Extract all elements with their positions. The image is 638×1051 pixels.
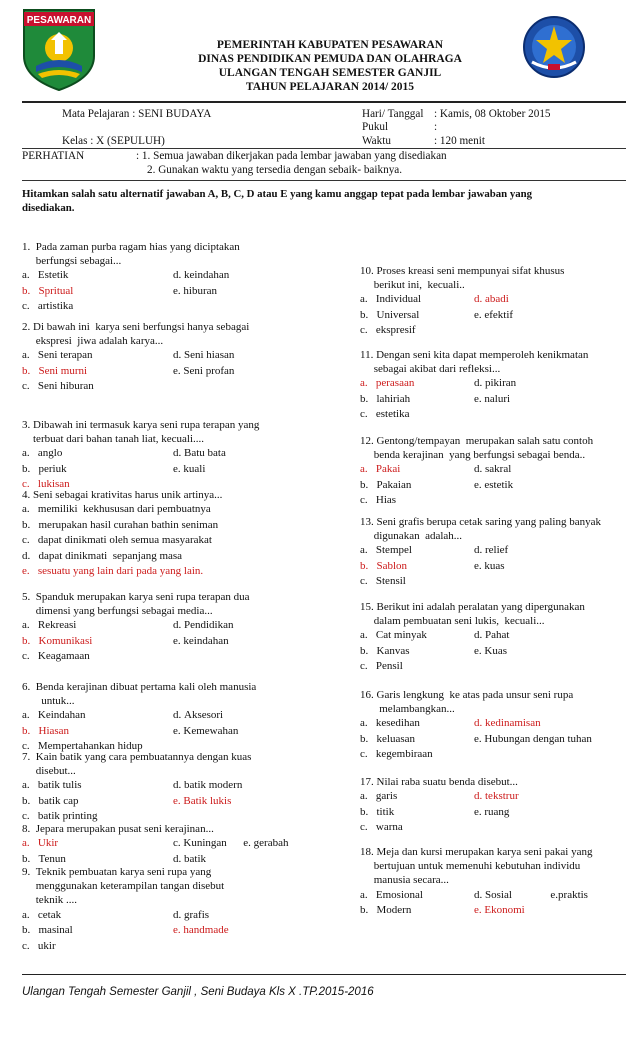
- option-right: d. batik modern: [173, 779, 243, 792]
- option-row: [360, 462, 593, 478]
- question-stem-line: 3. Dibawah ini termasuk karya seni rupa terapan yang: [22, 419, 260, 431]
- question-stem-line: berikut ini, kecuali..: [360, 279, 465, 292]
- option-right: d. keindahan: [173, 269, 230, 282]
- option-row: [360, 478, 593, 494]
- option-left: c. dapat dinikmati oleh semua masyarakat: [22, 534, 212, 547]
- option-row: [22, 364, 249, 380]
- header-line-2: DINAS PENDIDIKAN PEMUDA DAN OLAHRAGA: [198, 53, 462, 65]
- option-left: c. ukir: [22, 939, 56, 952]
- option-right: e. keindahan: [173, 634, 229, 647]
- question-stem-line: 5. Spanduk merupakan karya seni rupa terapan dua: [22, 591, 250, 603]
- option-left: b. Tenun: [22, 852, 66, 865]
- option-left: a. Seni terapan: [22, 349, 93, 362]
- option-left: a. cetak: [22, 908, 62, 921]
- option-left: c. Stensil: [360, 575, 406, 588]
- header-line-1: PEMERINTAH KABUPATEN PESAWARAN: [216, 39, 444, 51]
- option-left: a. Emosional: [360, 888, 423, 901]
- option-right: d. Pendidikan: [173, 619, 234, 632]
- info-hari-value: : Kamis, 08 Oktober 2015: [434, 108, 551, 120]
- option-left: a. Pakai: [360, 463, 401, 476]
- tut-wuri-handayani-logo-icon: [518, 14, 590, 80]
- option-left: a. perasaan: [360, 377, 415, 390]
- info-waktu-label: Waktu: [362, 135, 391, 147]
- option-left: b. Universal: [360, 308, 420, 321]
- option-left: c. warna: [360, 821, 403, 834]
- question-left_questions-5: [22, 590, 250, 665]
- option-left: b. merupakan hasil curahan bathin seniman: [22, 518, 219, 531]
- option-left: b. Spritual: [22, 284, 74, 297]
- option-left: a. Individual: [360, 293, 422, 306]
- option-row: [22, 549, 222, 565]
- option-left: a. kesedihan: [360, 717, 420, 730]
- info-mapel: Mata Pelajaran : SENI BUDAYA: [62, 108, 212, 120]
- option-right: e. kuas: [474, 559, 505, 572]
- option-row: [22, 564, 222, 580]
- option-left: c. artistika: [22, 300, 74, 313]
- question-right_questions-7: [360, 775, 519, 836]
- option-row: [22, 939, 229, 955]
- option-row: [22, 533, 222, 549]
- option-right: d. sakral: [474, 463, 512, 476]
- option-right: e. Ekonomi: [474, 904, 525, 917]
- option-right: c. Kuningan e. gerabah: [173, 837, 289, 850]
- option-left: a. batik tulis: [22, 779, 82, 792]
- option-right: d. grafis: [173, 908, 210, 921]
- option-left: a. Rekreasi: [22, 619, 77, 632]
- option-left: b. batik cap: [22, 794, 79, 807]
- question-right_questions-1: [360, 264, 564, 339]
- question-stem-line: benda kerajinan yang berfungsi sebagai benda..: [360, 449, 586, 462]
- footer-text: Ulangan Tengah Semester Ganjil , Seni Budaya Kls X .TP.2015-2016: [22, 986, 374, 998]
- option-row: [22, 618, 250, 634]
- option-left: b. masinal: [22, 924, 73, 937]
- question-left_questions-8: [22, 822, 288, 867]
- option-left: a. Keindahan: [22, 709, 86, 722]
- perhatian-label: PERHATIAN: [22, 150, 85, 162]
- question-left_questions-1: [22, 240, 240, 315]
- question-stem-line: 15. Berikut ini adalah peralatan yang dipergunakan: [360, 601, 585, 613]
- question-stem-line: untuk...: [22, 695, 75, 708]
- option-left: b. Pakaian: [360, 478, 412, 491]
- question-stem-line: terbuat dari bahan tanah liat, kecuali....: [22, 433, 205, 446]
- option-left: c. Hias: [360, 494, 397, 507]
- question-stem-line: manusia secara...: [360, 874, 449, 887]
- option-left: b. Seni murni: [22, 364, 88, 377]
- option-row: [22, 923, 229, 939]
- question-stem-line: 11. Dengan seni kita dapat memperoleh kenikmatan: [360, 349, 589, 361]
- footer-rule: [22, 974, 626, 975]
- option-left: c. Pensil: [360, 660, 403, 673]
- option-row: [360, 747, 592, 763]
- option-row: [22, 379, 249, 395]
- question-stem-line: dimensi yang berfungsi sebagai media...: [22, 605, 213, 618]
- option-row: [360, 407, 588, 423]
- option-row: [22, 299, 240, 315]
- option-row: [22, 908, 229, 924]
- option-right: d. Sosial e.praktis: [474, 888, 588, 901]
- option-left: c. estetika: [360, 408, 410, 421]
- option-left: c. Mempertahankan hidup: [22, 740, 143, 753]
- question-stem-line: teknik ....: [22, 894, 77, 907]
- option-row: [22, 446, 259, 462]
- option-right: d. Batu bata: [173, 447, 226, 460]
- question-left_questions-3: [22, 418, 259, 493]
- option-row: [360, 559, 601, 575]
- option-right: d. kedinamisan: [474, 717, 541, 730]
- option-row: [360, 789, 519, 805]
- option-row: [22, 708, 256, 724]
- option-left: b. keluasan: [360, 732, 415, 745]
- info-rule: [22, 148, 626, 149]
- option-row: [360, 903, 592, 919]
- question-stem-line: 1. Pada zaman purba ragam hias yang diciptakan: [22, 241, 240, 253]
- question-stem-line: bertujuan untuk memenuhi kebutuhan individu: [360, 860, 581, 873]
- option-right: e. Seni profan: [173, 364, 235, 377]
- question-right_questions-6: [360, 688, 592, 763]
- option-left: e. sesuatu yang lain dari pada yang lain.: [22, 565, 204, 578]
- question-right_questions-5: [360, 600, 585, 675]
- question-stem-line: ekspresi jiwa adalah karya...: [22, 335, 164, 348]
- option-row: [360, 628, 585, 644]
- option-left: a. Cat minyak: [360, 629, 427, 642]
- option-row: [22, 462, 259, 478]
- option-right: e. Hubungan dengan tuhan: [474, 732, 592, 745]
- question-stem-line: dalam pembuatan seni lukis, kecuali...: [360, 615, 545, 628]
- option-right: e. Kemewahan: [173, 724, 239, 737]
- header-rule-top: [22, 101, 626, 103]
- option-row: [360, 574, 601, 590]
- option-left: c. lukisan: [22, 478, 70, 491]
- option-left: a. Stempel: [360, 544, 412, 557]
- option-row: [22, 836, 288, 852]
- question-stem-line: 13. Seni grafis berupa cetak saring yang paling banyak: [360, 516, 602, 528]
- option-right: e. kuali: [173, 462, 206, 475]
- option-left: b. Komunikasi: [22, 634, 93, 647]
- info-kelas: Kelas : X (SEPULUH): [62, 135, 165, 147]
- option-row: [360, 820, 519, 836]
- option-row: [22, 794, 251, 810]
- pesawaran-logo-icon: [18, 4, 100, 92]
- option-row: [360, 493, 593, 509]
- option-row: [360, 659, 585, 675]
- option-row: [22, 724, 256, 740]
- question-stem-line: 18. Meja dan kursi merupakan karya seni pakai yang: [360, 846, 593, 858]
- option-left: a. anglo: [22, 447, 63, 460]
- option-row: [360, 716, 592, 732]
- question-left_questions-6: [22, 680, 256, 755]
- option-left: d. dapat dinikmati sepanjang masa: [22, 549, 183, 562]
- option-row: [360, 543, 601, 559]
- option-row: [360, 323, 564, 339]
- option-right: e. Kuas: [474, 644, 507, 657]
- question-stem-line: 7. Kain batik yang cara pembuatannya dengan kuas: [22, 751, 252, 763]
- option-left: b. periuk: [22, 462, 67, 475]
- option-right: d. Aksesori: [173, 709, 224, 722]
- question-left_questions-9: [22, 865, 229, 954]
- option-row: [360, 292, 564, 308]
- option-left: c. kegembiraan: [360, 748, 433, 761]
- perhatian-item-1: : 1. Semua jawaban dikerjakan pada lembar jawaban yang disediakan: [136, 150, 447, 162]
- option-left: a. memiliki kekhususan dari pembuatnya: [22, 503, 211, 516]
- option-row: [22, 634, 250, 650]
- question-stem-line: sebagai akibat dari refleksi...: [360, 363, 501, 376]
- instruction-line-1: Hitamkan salah satu alternatif jawaban A, B, C, D atau E yang kamu anggap tepat pada lembar jawaban yang: [22, 188, 533, 200]
- question-right_questions-4: [360, 515, 601, 590]
- option-row: [360, 308, 564, 324]
- option-row: [360, 888, 592, 904]
- option-left: b. Sablon: [360, 559, 408, 572]
- option-right: e. efektif: [474, 308, 514, 321]
- question-stem-line: 16. Garis lengkung ke atas pada unsur seni rupa: [360, 689, 574, 701]
- option-left: c. batik printing: [22, 810, 98, 823]
- question-left_questions-2: [22, 320, 249, 395]
- question-stem-line: digunakan adalah...: [360, 530, 463, 543]
- option-right: d. pikiran: [474, 377, 517, 390]
- question-stem-line: menggunakan keterampilan tangan disebut: [22, 880, 225, 893]
- option-right: d. Seni hiasan: [173, 349, 235, 362]
- instruction-line-2: disediakan.: [22, 202, 75, 214]
- option-right: e. hiburan: [173, 284, 217, 297]
- option-right: d. tekstrur: [474, 790, 519, 803]
- option-left: b. Kanvas: [360, 644, 410, 657]
- option-right: e. estetik: [474, 478, 514, 491]
- question-stem-line: 2. Di bawah ini karya seni berfungsi hanya sebagai: [22, 321, 250, 333]
- question-right_questions-3: [360, 434, 593, 509]
- question-right_questions-2: [360, 348, 588, 423]
- option-left: c. Keagamaan: [22, 650, 90, 663]
- option-row: [22, 649, 250, 665]
- option-left: a. Ukir: [22, 837, 59, 850]
- question-stem-line: 6. Benda kerajinan dibuat pertama kali oleh manusia: [22, 681, 257, 693]
- option-row: [360, 392, 588, 408]
- option-row: [22, 284, 240, 300]
- info-pukul-label: Pukul: [362, 121, 389, 133]
- option-row: [360, 732, 592, 748]
- option-row: [360, 644, 585, 660]
- perhatian-rule: [22, 180, 626, 181]
- perhatian-item-2: 2. Gunakan waktu yang tersedia dengan sebaik- baiknya.: [147, 164, 403, 176]
- header-line-4: TAHUN PELAJARAN 2014/ 2015: [245, 81, 415, 93]
- option-left: c. ekspresif: [360, 324, 416, 337]
- option-right: d. Pahat: [474, 629, 510, 642]
- header-line-3: ULANGAN TENGAH SEMESTER GANJIL: [218, 67, 442, 79]
- option-right: e. naluri: [474, 392, 511, 405]
- question-stem-line: melambangkan...: [360, 703, 455, 716]
- option-row: [22, 518, 222, 534]
- option-left: a. garis: [360, 790, 398, 803]
- option-right: e. handmade: [173, 924, 229, 937]
- option-right: d. relief: [474, 544, 509, 557]
- question-stem-line: berfungsi sebagai...: [22, 255, 122, 268]
- option-right: d. batik: [173, 852, 206, 865]
- option-left: b. lahiriah: [360, 392, 411, 405]
- option-row: [22, 268, 240, 284]
- option-left: b. Hiasan: [22, 724, 70, 737]
- svg-text:PESAWARAN: PESAWARAN: [26, 15, 92, 26]
- question-stem-line: 10. Proses kreasi seni mempunyai sifat khusus: [360, 265, 565, 277]
- option-row: [22, 348, 249, 364]
- option-row: [360, 376, 588, 392]
- question-stem-line: 4. Seni sebagai krativitas harus unik artinya...: [22, 489, 223, 501]
- option-right: e. ruang: [474, 805, 510, 818]
- info-pukul-value: :: [434, 121, 438, 133]
- info-hari-label: Hari/ Tanggal: [362, 108, 424, 120]
- question-stem-line: 12. Gentong/tempayan merupakan salah satu contoh: [360, 435, 594, 447]
- question-right_questions-8: [360, 845, 592, 919]
- question-left_questions-4: [22, 488, 222, 580]
- option-row: [22, 778, 251, 794]
- option-left: a. Estetik: [22, 269, 69, 282]
- question-stem-line: 8. Jepara merupakan pusat seni kerajinan...: [22, 823, 214, 835]
- option-right: d. abadi: [474, 293, 509, 306]
- option-row: [22, 502, 222, 518]
- option-left: b. Modern: [360, 904, 412, 917]
- option-right: e. Batik lukis: [173, 794, 232, 807]
- question-stem-line: 9. Teknik pembuatan karya seni rupa yang: [22, 866, 212, 878]
- header-titles: [140, 38, 520, 94]
- question-stem-line: disebut...: [22, 765, 76, 778]
- question-left_questions-7: [22, 750, 251, 825]
- question-stem-line: 17. Nilai raba suatu benda disebut...: [360, 776, 518, 788]
- info-waktu-value: : 120 menit: [434, 135, 485, 147]
- option-row: [360, 805, 519, 821]
- option-left: b. titik: [360, 805, 395, 818]
- option-left: c. Seni hiburan: [22, 380, 94, 393]
